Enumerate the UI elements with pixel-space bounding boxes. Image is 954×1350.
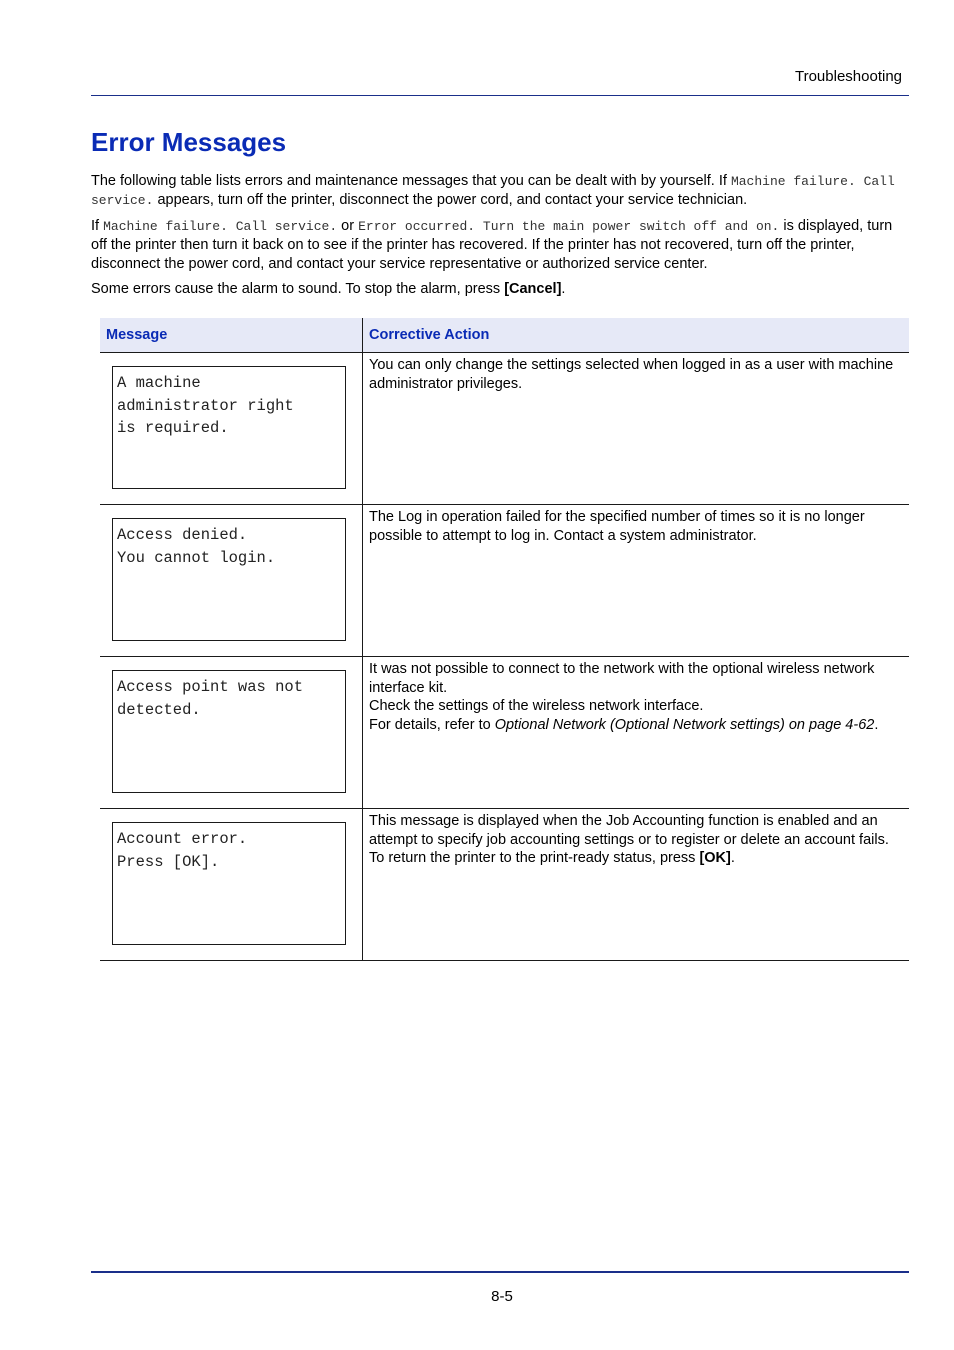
code-machine-failure: Machine failure. Call service. — [103, 219, 338, 234]
intro-paragraph-2: If Machine failure. Call service. or Error occurred. Turn the main power switch off and on. is displayed, turn off the printer then turn it back on to see if the printer has recovered. If the printer has not recovered, turn off the printer, disconnect the power cord, and contact your service representative or authorized service center. — [91, 218, 893, 272]
corrective-action: The Log in operation failed for the specified number of times so it is no longer possible to attempt to log in. Contact a system administrator. — [369, 509, 865, 544]
column-header-message: Message — [100, 318, 363, 353]
table-row — [100, 505, 909, 657]
corrective-action: You can only change the settings selected when logged in as a user with machine administrator privileges. — [369, 357, 894, 392]
error-messages-table — [100, 318, 909, 961]
running-header: Troubleshooting — [794, 68, 902, 85]
header-rule — [91, 95, 909, 96]
lcd-message: Access point was not detected. — [112, 670, 346, 793]
footer-rule — [91, 1271, 909, 1273]
table-row — [100, 657, 909, 809]
lcd-message: A machine administrator right is required. — [112, 366, 346, 489]
table-row — [100, 353, 909, 505]
table-header-row — [100, 318, 909, 353]
code-machine-failure: Machine failure. Call service. — [91, 174, 895, 208]
page-title: Error Messages — [91, 127, 287, 157]
cancel-key: [Cancel] — [504, 281, 562, 297]
column-header-corrective-action: Corrective Action — [363, 318, 910, 353]
page-number: 8-5 — [491, 1288, 513, 1305]
lcd-message: Account error. Press [OK]. — [112, 822, 346, 945]
intro-paragraph-1: The following table lists errors and maintenance messages that you can be dealt with by yourself. If Machine failure. Call service. appears, turn off the printer, disconnect the power cord, and contact your service technician. — [91, 173, 895, 208]
lcd-message: Access denied. You cannot login. — [112, 518, 346, 641]
corrective-action: This message is displayed when the Job Accounting function is enabled and an attempt to specify job accounting settings or to register or delete an account fails. To return the printer to the print-ready status, press [OK]. — [369, 813, 889, 866]
corrective-action: It was not possible to connect to the network with the optional wireless network interface kit. Check the settings of the wireless network interface. For details, refer to Optional Network (Optional Network settings) on page 4-62. — [369, 661, 879, 733]
cross-reference: Optional Network (Optional Network settings) on page 4-62 — [494, 716, 875, 733]
table-row — [100, 809, 909, 961]
intro-paragraph-3: Some errors cause the alarm to sound. To stop the alarm, press [Cancel]. — [91, 281, 566, 297]
ok-key: [OK] — [699, 850, 731, 866]
code-error-occurred: Error occurred. Turn the main power switch off and on. — [358, 219, 780, 234]
